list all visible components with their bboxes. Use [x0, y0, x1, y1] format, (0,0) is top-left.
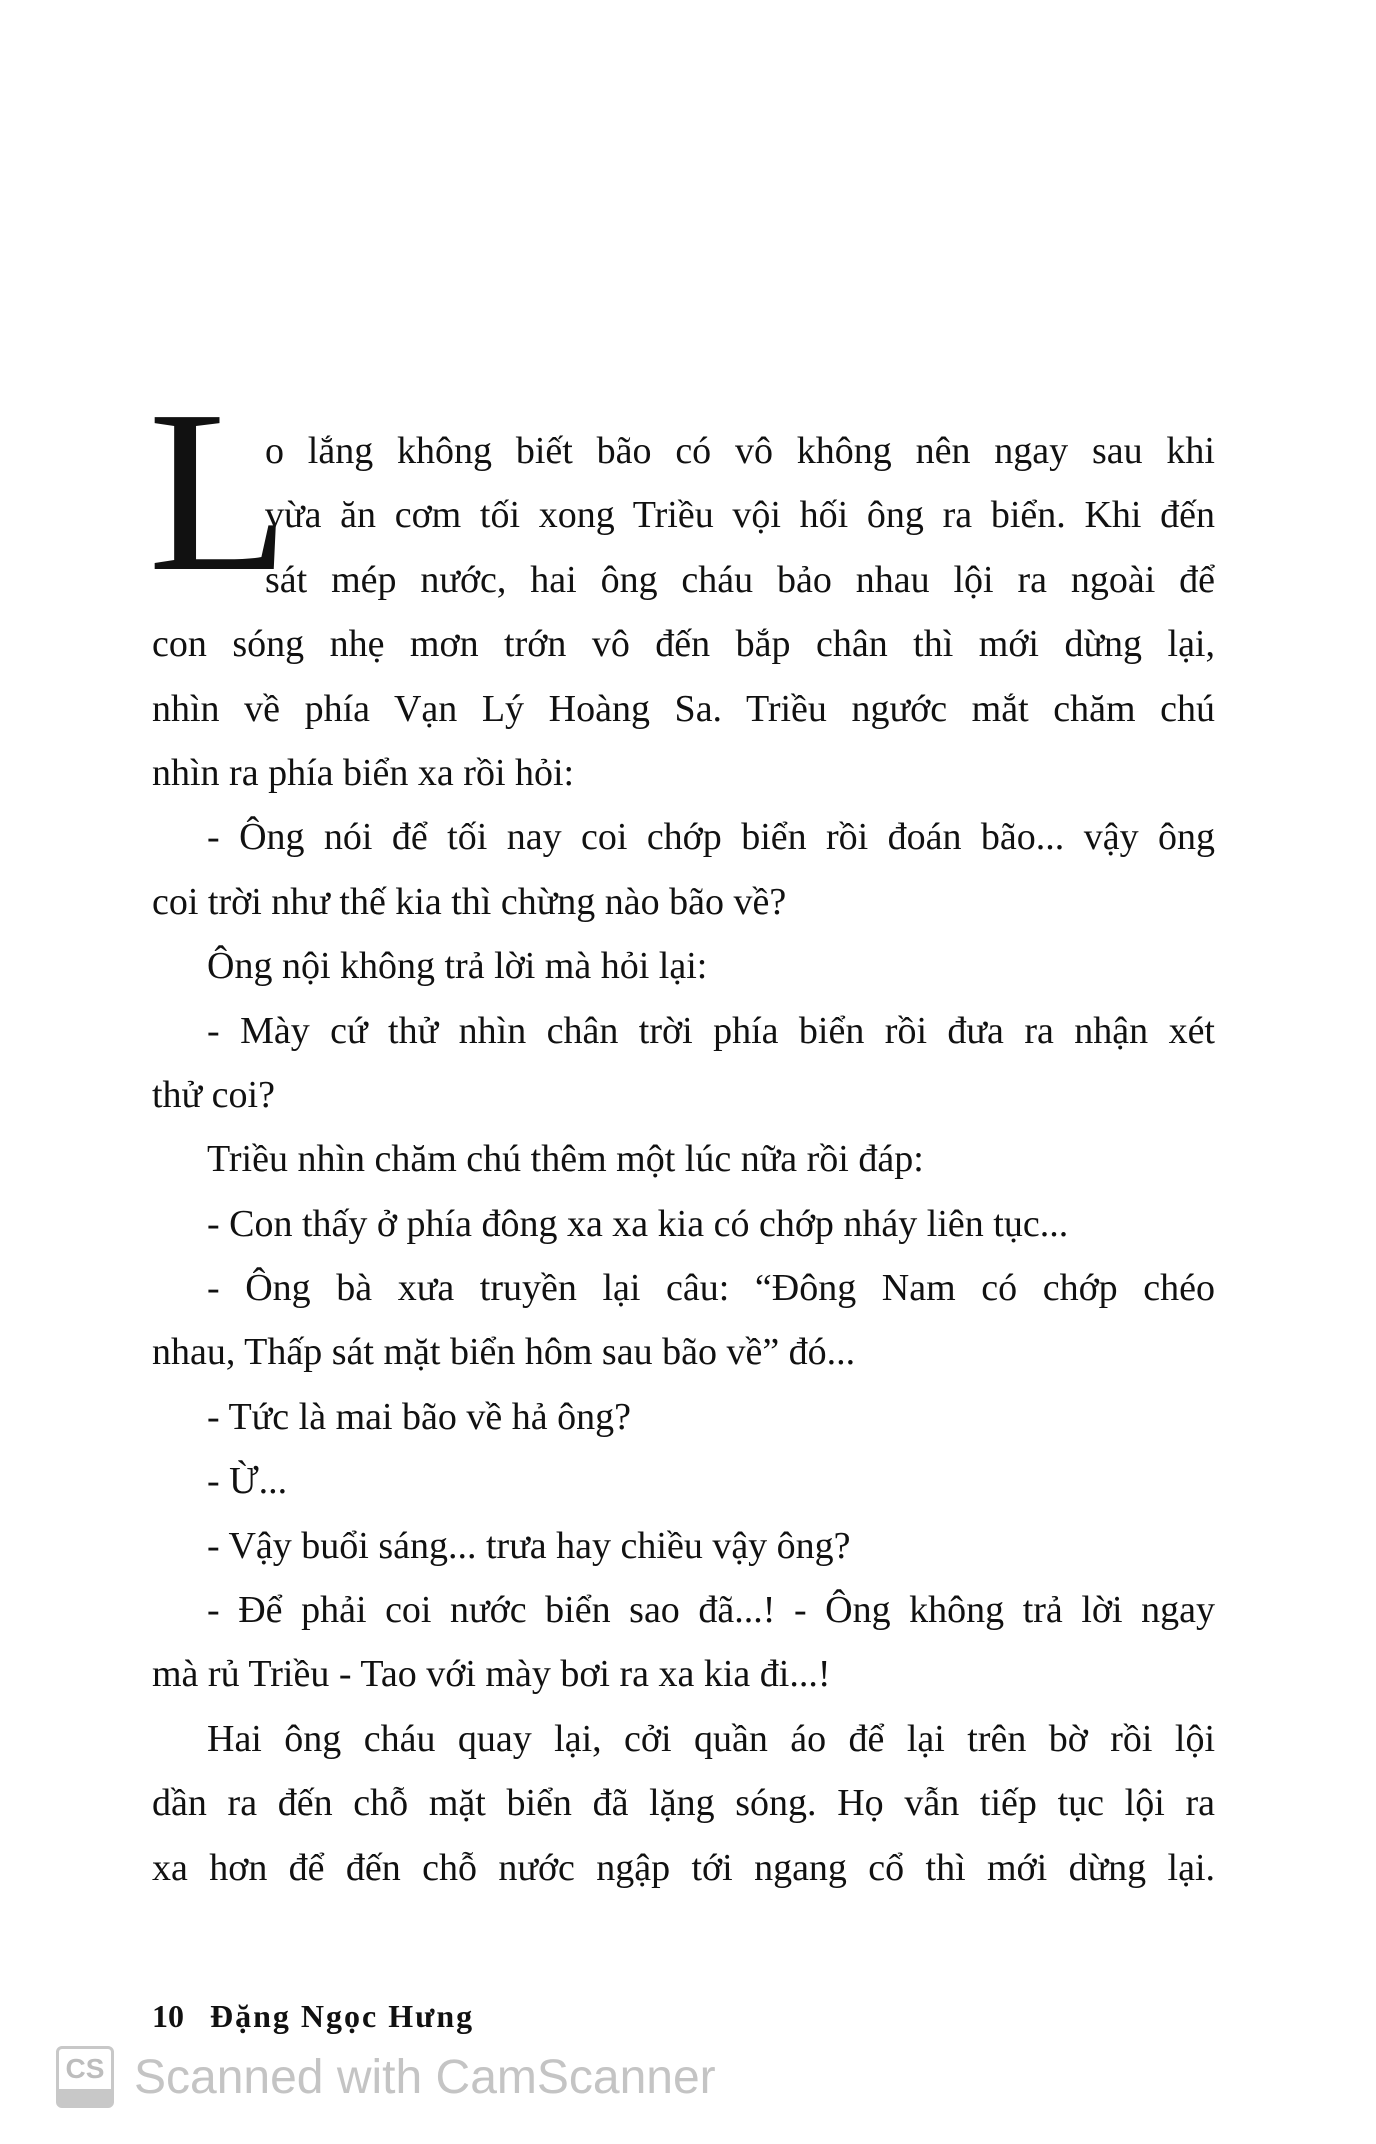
text-line: coi trời như thế kia thì chừng nào bão về? — [152, 880, 787, 923]
text-line: sát mép nước, hai ông cháu bảo nhau lội ra ngoài để — [265, 558, 1215, 601]
text-line: xa hơn để đến chỗ nước ngập tới ngang cổ thì mới dừng lại. — [152, 1846, 1215, 1889]
text-line: o lắng không biết bão có vô không nên ngay sau khi — [265, 430, 1215, 472]
text-line: - Tức là mai bão về hả ông? — [207, 1395, 632, 1438]
text-line: - Con thấy ở phía đông xa xa kia có chớp nháy liên tục... — [207, 1202, 1069, 1245]
text-line: - Ông bà xưa truyền lại câu: “Đông Nam có chớp chéo — [207, 1267, 1215, 1310]
page-number: 10 — [152, 1998, 184, 2034]
text-line: con sóng nhẹ mơn trớn vô đến bắp chân thì mới dừng lại, — [152, 623, 1215, 666]
text-line: - Vậy buổi sáng... trưa hay chiều vậy ông? — [207, 1524, 851, 1567]
text-line: - Ông nói để tối nay coi chớp biển rồi đoán bão... vậy ông — [207, 816, 1215, 859]
watermark-text: Scanned with CamScanner — [134, 2050, 716, 2104]
text-line: - Để phải coi nước biển sao đã...! - Ông không trả lời ngay — [207, 1589, 1215, 1632]
text-line: nhìn về phía Vạn Lý Hoàng Sa. Triều ngước mắt chăm chú — [152, 687, 1215, 730]
page-footer — [152, 1998, 474, 2035]
text-line: nhìn ra phía biển xa rồi hỏi: — [152, 751, 575, 794]
text-line: - Ừ... — [207, 1460, 288, 1503]
camscanner-logo-icon: CS — [56, 2046, 114, 2108]
body-text — [152, 419, 1215, 1900]
text-line: - Mày cứ thử nhìn chân trời phía biển rồi đưa ra nhận xét — [207, 1009, 1215, 1052]
drop-cap: L — [148, 363, 290, 620]
text-line: vừa ăn cơm tối xong Triều vội hối ông ra biển. Khi đến — [265, 494, 1215, 537]
author-name: Đặng Ngọc Hưng — [210, 1998, 475, 2034]
text-line: dần ra đến chỗ mặt biển đã lặng sóng. Họ vẫn tiếp tục lội ra — [152, 1782, 1215, 1825]
text-line: mà rủ Triều - Tao với mày bơi ra xa kia đi...! — [152, 1653, 831, 1696]
camscanner-watermark — [56, 2046, 716, 2108]
text-line: Ông nội không trả lời mà hỏi lại: — [207, 945, 708, 988]
text-line: Hai ông cháu quay lại, cởi quần áo để lại trên bờ rồi lội — [207, 1717, 1215, 1760]
text-line: Triều nhìn chăm chú thêm một lúc nữa rồi đáp: — [207, 1138, 924, 1181]
text-line: thử coi? — [152, 1073, 275, 1116]
text-line: nhau, Thấp sát mặt biển hôm sau bão về” đó... — [152, 1331, 856, 1374]
